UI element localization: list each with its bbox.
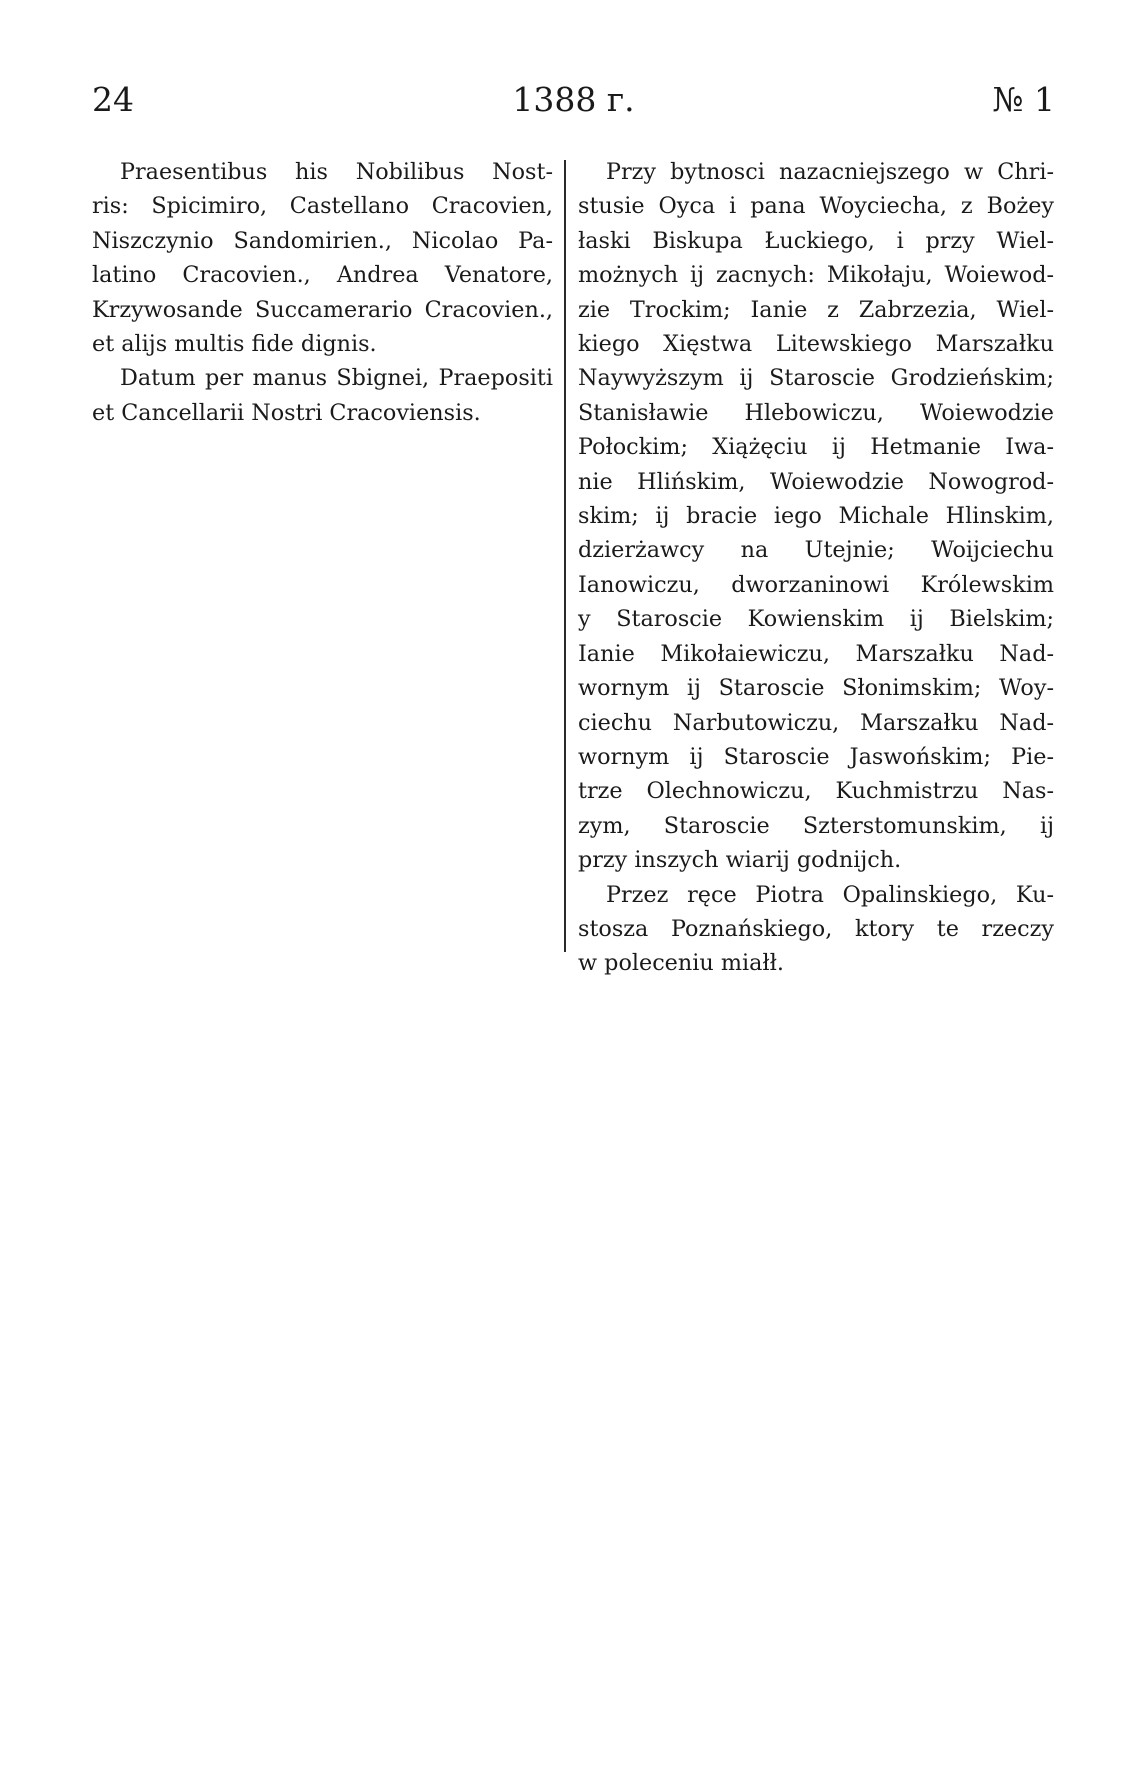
text-line: zym, Staroscie Szterstomunskim, ij: [578, 812, 1054, 839]
text-line: nie Hlińskim, Woiewodzie Nowogrod-: [578, 468, 1054, 495]
text-line: trze Olechnowiczu, Kuchmistrzu Nas-: [578, 778, 1054, 805]
text-line: Praesentibus his Nobilibus Nost-: [120, 159, 553, 185]
text-line: skim; ij bracie iego Michale Hlinskim,: [578, 503, 1054, 530]
text-line: wornym ij Staroscie Słonimskim; Woy-: [578, 675, 1054, 702]
text-line: Ianie Mikołaiewiczu, Marszałku Nad-: [578, 640, 1054, 667]
datum-paragraph-polish: [578, 878, 1054, 981]
text-line: Ianowiczu, dworzaninowi Królewskim: [578, 571, 1054, 598]
text-line: Przy bytnosci nazacniejszego w Chri-: [606, 159, 1054, 185]
page-number: 24: [92, 80, 134, 119]
text-line: w poleceniu miałł.: [578, 950, 784, 977]
text-line: przy inszych wiarij godnijch.: [578, 847, 902, 874]
text-line: Przez ręce Piotra Opalinskiego, Ku-: [606, 881, 1054, 908]
text-line: ris: Spicimiro, Castellano Cracovien,: [92, 193, 553, 220]
text-line: et alijs multis fide dignis.: [92, 331, 377, 358]
text-line: stusie Oyca i pana Woyciecha, z Bożey: [578, 193, 1054, 220]
text-line: Naywyższym ij Staroscie Grodzieńskim;: [578, 365, 1054, 392]
text-line: możnych ij zacnych: Mikołaju, Woiewod-: [578, 262, 1054, 289]
text-line: Stanisławie Hlebowiczu, Woiewodzie: [578, 399, 1054, 426]
text-line: zie Trockim; Ianie z Zabrzezia, Wiel-: [578, 296, 1054, 323]
polish-text-column: [578, 155, 1054, 981]
text-line: ciechu Narbutowiczu, Marszałku Nad-: [578, 709, 1054, 736]
column-divider: [564, 160, 566, 952]
text-line: kiego Xięstwa Litewskiego Marszałku: [578, 331, 1054, 358]
text-line: latino Cracovien., Andrea Venatore,: [92, 262, 553, 289]
text-line: Połockim; Xiążęciu ij Hetmanie Iwa-: [578, 434, 1054, 461]
year-heading: 1388 г.: [512, 80, 635, 119]
text-line: wornym ij Staroscie Jaswońskim; Pie-: [578, 743, 1054, 770]
latin-text-column: [92, 155, 553, 430]
witnesses-paragraph-polish: [578, 155, 1054, 878]
text-line: Datum per manus Sbignei, Praepositi: [120, 365, 553, 392]
document-number: № 1: [992, 80, 1055, 119]
datum-paragraph: [92, 361, 553, 430]
text-line: y Staroscie Kowienskim ij Bielskim;: [578, 606, 1054, 633]
text-line: Niszczynio Sandomirien., Nicolao Pa-: [92, 227, 553, 254]
text-line: et Cancellarii Nostri Cracoviensis.: [92, 399, 481, 426]
text-line: Krzywosande Succamerario Cracovien.,: [92, 296, 553, 323]
text-line: dzierżawcy na Utejnie; Woijciechu: [578, 537, 1054, 564]
text-line: łaski Biskupa Łuckiego, i przy Wiel-: [578, 227, 1054, 254]
text-line: stosza Poznańskiego, ktory te rzeczy: [578, 915, 1054, 942]
page-header: [92, 78, 1055, 122]
witnesses-paragraph: [92, 155, 553, 361]
